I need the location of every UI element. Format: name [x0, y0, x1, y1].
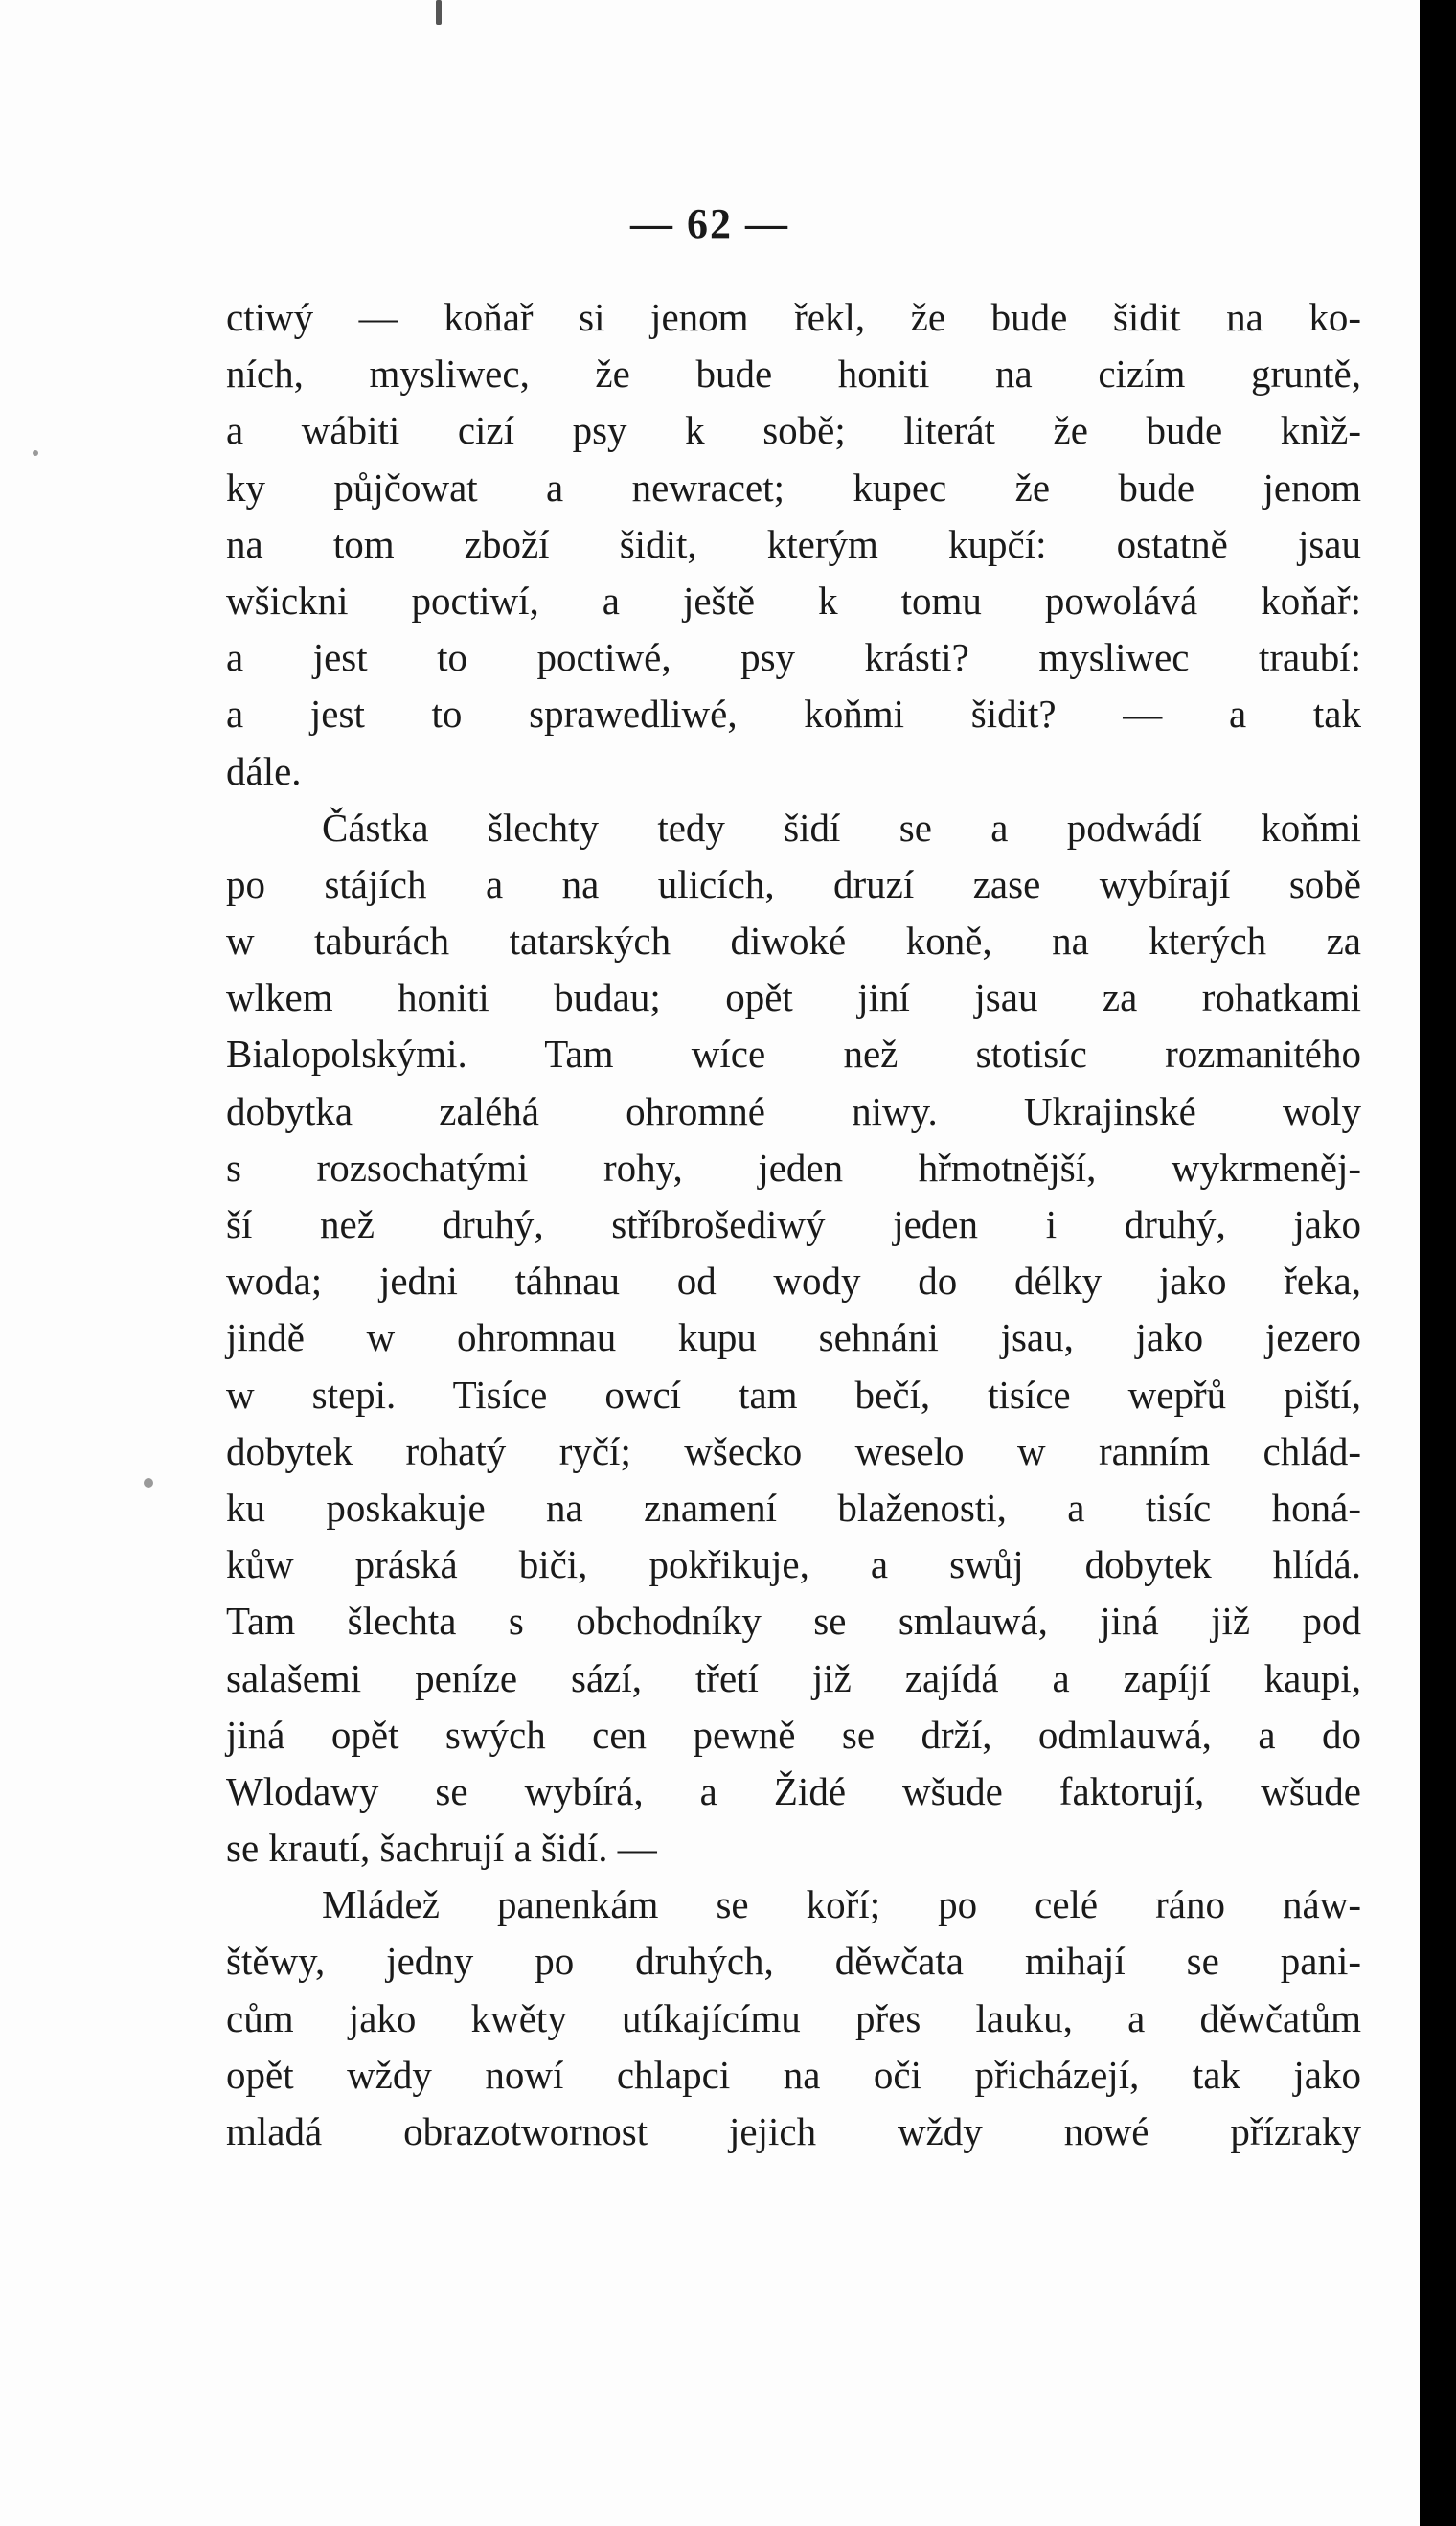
text-line: mladá obrazotwornost jejich wždy nowé přízraky [226, 2109, 1361, 2153]
text-line: se krautí, šachrují a šidí. — [226, 1826, 657, 1871]
text-line: a wábiti cizí psy k sobě; literát že bude knìž- [226, 408, 1361, 453]
text-line: na tom zboží šidit, kterým kupčí: ostatně jsau [226, 521, 1361, 566]
text-line: po stájích a na ulicích, druzí zase wybírají sobě [226, 861, 1361, 906]
text-line: kůw práská biči, pokřikuje, a swůj dobytek hlídá. [226, 1542, 1361, 1587]
text-line: jindě w ohromnau kupu sehnáni jsau, jako jezero [226, 1315, 1361, 1360]
text-line: s rozsochatými rohy, jeden hřmotnější, wykrmeněj- [226, 1145, 1361, 1190]
text-line: w taburách tatarských diwoké koně, na kterých za [226, 919, 1361, 964]
text-line: woda; jedni táhnau od wody do délky jako řeka, [226, 1259, 1361, 1304]
text-line: dobytka zaléhá ohromné niwy. Ukrajinské woly [226, 1088, 1361, 1133]
text-line: Wlodawy se wybírá, a Židé wšude faktorují, wšude [226, 1768, 1361, 1813]
body-text [226, 289, 1361, 2160]
text-line: wlkem honiti budau; opět jiní jsau za rohatkami [226, 975, 1361, 1020]
text-line: štěwy, jedny po druhých, děwčata mihají se pani- [226, 1939, 1361, 1984]
text-line: ních, mysliwec, že bude honiti na cizím gruntě, [226, 352, 1361, 397]
text-line: ctiwý — koňař si jenom řekl, že bude šidit na ko- [226, 295, 1361, 339]
text-line: opět wždy nowí chlapci na oči přicházejí, tak jako [226, 2052, 1361, 2097]
paragraph-start-line: Mládež panenkám se koří; po celé ráno náw- [322, 1882, 1361, 1927]
text-line: Bialopolskými. Tam wíce než stotisíc rozmanitého [226, 1032, 1361, 1077]
paper-speck [33, 450, 38, 456]
text-line: cům jako kwěty utíkajícímu přes lauku, a děwčatům [226, 1995, 1361, 2040]
text-line: ku poskakuje na znamení blaženosti, a tisíc honá- [226, 1485, 1361, 1530]
text-line: salašemi peníze sází, třetí již zajídá a zapíjí kaupi, [226, 1655, 1361, 1700]
text-line: wšickni poctiwí, a ještě k tomu powolává koňař: [226, 578, 1361, 623]
text-line: w stepi. Tisíce owcí tam bečí, tisíce wepřů piští, [226, 1372, 1361, 1417]
text-line: ší než druhý, stříbrošediwý jeden i druhý, jako [226, 1202, 1361, 1246]
paper-speck [144, 1478, 153, 1488]
text-line: Tam šlechta s obchodníky se smlauwá, jiná již pod [226, 1599, 1361, 1644]
text-line: jiná opět swých cen pewně se drží, odmlauwá, a do [226, 1712, 1361, 1757]
paper-speck [436, 0, 442, 25]
text-line: a jest to poctiwé, psy krásti? mysliwec traubí: [226, 635, 1361, 680]
text-line: a jest to sprawedliwé, koňmi šidit? — a tak [226, 692, 1361, 737]
scan-edge [1420, 0, 1456, 2526]
page-number: — 62 — [630, 200, 789, 247]
text-line: dobytek rohatý ryčí; wšecko weselo w ranním chlád- [226, 1428, 1361, 1473]
paragraph-start-line: Částka šlechty tedy šidí se a podwádí koňmi [322, 805, 1361, 850]
text-line: dále. [226, 748, 302, 793]
text-line: ky půjčowat a newracet; kupec že bude jenom [226, 465, 1361, 510]
